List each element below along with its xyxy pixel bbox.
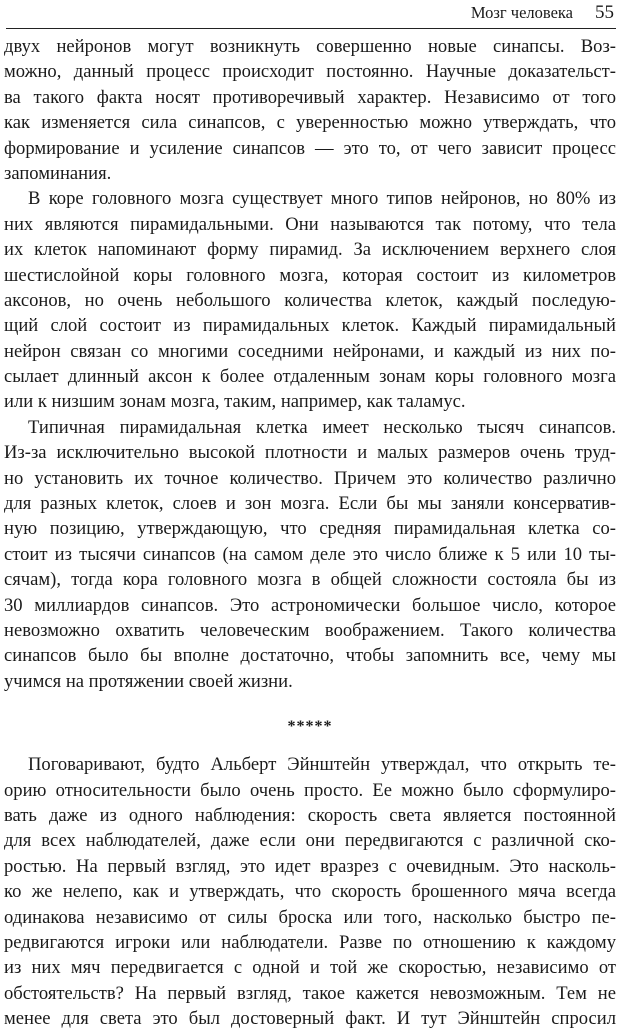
header-rule — [6, 28, 616, 29]
text-line: или к низшим зонам мозга, таким, например, как таламус. — [4, 391, 466, 413]
text-line: В коре головного мозга существует много типов нейронов, но 80% из — [28, 188, 616, 210]
paragraph — [4, 415, 616, 694]
text-line: одинакова независимо от силы броска или того, насколько быстро пе- — [4, 906, 616, 928]
paragraph — [4, 186, 616, 415]
text-line: Поговаривают, будто Альберт Эйнштейн утверждал, что открыть те- — [28, 754, 616, 776]
text-line: для всех наблюдателей, даже если они передвигаются с различной ско- — [4, 830, 616, 852]
text-line: из них мяч передвигается с одной и той же скоростью, независимо от — [4, 957, 616, 979]
text-line: ко же нелепо, как и утверждать, что скорость брошенного мяча всегда — [4, 881, 616, 903]
text-line: шестислойной коры головного мозга, которая состоит из километров — [4, 264, 616, 286]
text-line: нейрон связан со многими соседними нейронами, и каждый из них по- — [4, 340, 616, 362]
text-line: Типичная пирамидальная клетка имеет несколько тысяч синапсов. — [28, 416, 616, 438]
text-line: менее для света это был достоверный факт. И тут Эйнштейн спросил — [4, 1008, 616, 1030]
text-line: вать даже из одного наблюдения: скорость света является постоянной — [4, 804, 616, 826]
text-line: щий слой состоит из пирамидальных клеток. Каждый пирамидальный — [4, 315, 616, 337]
text-line: сылает длинный аксон к более отдаленным зонам коры головного мозга — [4, 366, 616, 388]
text-line: стоит из тысячи синапсов (на самом деле это число ближе к 5 или 10 ты- — [4, 543, 616, 565]
text-line: сячам), тогда кора головного мозга в общей сложности состояла бы из — [4, 569, 616, 591]
text-before-separator — [4, 34, 616, 694]
running-head — [6, 2, 614, 28]
page-number: 55 — [595, 2, 614, 23]
text-line: аксонов, но очень небольшого количества клеток, каждый последую- — [4, 289, 616, 311]
paragraph — [4, 34, 616, 186]
text-line: 30 миллиардов синапсов. Это астрономически большое число, которое — [4, 594, 616, 616]
page-body — [4, 34, 616, 1031]
text-line: ростью. На первый взгляд, это идет вразрез с очевидным. Это насколь- — [4, 855, 616, 877]
text-line: орию относительности было очень просто. Ее можно было сформулиро- — [4, 779, 616, 801]
text-line: как изменяется сила синапсов, с уверенностью можно утверждать, что — [4, 112, 616, 134]
text-line: их клеток напоминают форму пирамид. За исключением верхнего слоя — [4, 239, 616, 261]
text-line: редвигаются игроки или наблюдатели. Разве по отношению к каждому — [4, 931, 616, 953]
text-line: невозможно охватить человеческим воображением. Такого количества — [4, 619, 616, 641]
text-after-separator — [4, 752, 616, 1031]
text-line: двух нейронов могут возникнуть совершенно новые синапсы. Воз- — [4, 36, 616, 57]
text-line: ва такого факта носят противоречивый характер. Независимо от того — [4, 86, 616, 108]
text-line: для разных клеток, слоев и зон мозга. Если бы мы заняли консерватив- — [4, 493, 616, 515]
text-line: но установить их точное количество. Причем это количество различно — [4, 467, 616, 489]
text-line: Из-за исключительно высокой плотности и малых размеров очень труд- — [4, 442, 616, 464]
text-line: ную позицию, утверждающую, что средняя пирамидальная клетка со- — [4, 518, 616, 540]
section-separator: ***** — [287, 718, 333, 736]
text-line: формирование и усиление синапсов — это то, от чего зависит процесс — [4, 137, 616, 159]
text-line: запоминания. — [4, 162, 112, 184]
text-line: можно, данный процесс происходит постоянно. Научные доказательст- — [4, 61, 616, 83]
chapter-title: Мозг человека — [470, 3, 573, 22]
paragraph — [4, 752, 616, 1031]
text-line: синапсов было бы вполне достаточно, чтобы запомнить все, чему мы — [4, 645, 616, 667]
text-line: них являются пирамидальными. Они называются так потому, что тела — [4, 213, 616, 235]
text-line: учимся на протяжении своей жизни. — [4, 670, 293, 692]
text-line: обстоятельств? На первый взгляд, такое кажется невозможным. Тем не — [4, 982, 616, 1004]
